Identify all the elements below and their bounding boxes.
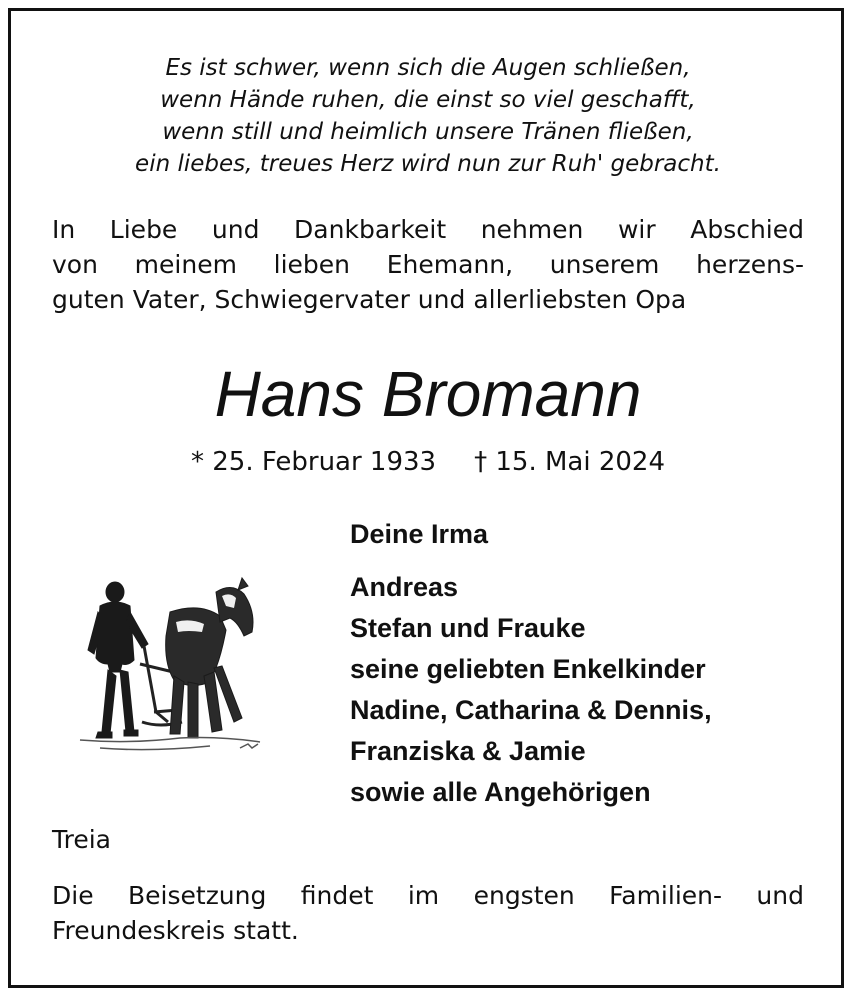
notice-line: Freundeskreis statt. (52, 916, 299, 945)
mourner-line: sowie alle Angehörigen (350, 777, 651, 807)
mourner-line: Nadine, Catharina & Dennis, (350, 695, 712, 725)
place-name: Treia (52, 825, 111, 854)
mourner-line: seine geliebten Enkelkinder (350, 654, 706, 684)
intro-line: In Liebe und Dankbarkeit nehmen wir Abschied (52, 215, 804, 244)
birth-date: * 25. Februar 1933 (190, 447, 437, 477)
poem-line: Es ist schwer, wenn sich die Augen schließen, (165, 55, 691, 81)
mourner-line: Franziska & Jamie (350, 736, 586, 766)
mourner-line: Andreas (350, 572, 459, 602)
life-dates (0, 444, 856, 480)
memorial-poem (0, 52, 856, 180)
poem-line: ein liebes, treues Herz wird nun zur Ruh' gebracht. (135, 151, 721, 177)
burial-notice (52, 878, 804, 948)
notice-line: Die Beisetzung findet im engsten Familien- und (52, 881, 804, 910)
intro-line: von meinem lieben Ehemann, unserem herzens- (52, 250, 804, 279)
poem-line: wenn still und heimlich unsere Tränen fließen, (162, 119, 694, 145)
farmer-ploughing-with-horse-sketch-icon (70, 572, 270, 762)
mourners-list (350, 514, 712, 813)
deceased-name: Hans Bromann (214, 358, 642, 430)
death-date: † 15. Mai 2024 (474, 447, 666, 477)
mourner-spouse: Deine Irma (350, 519, 489, 549)
mourner-line: Stefan und Frauke (350, 613, 586, 643)
farewell-intro (52, 212, 804, 317)
intro-line: guten Vater, Schwiegervater und allerliebsten Opa (52, 285, 687, 314)
poem-line: wenn Hände ruhen, die einst so viel geschafft, (160, 87, 696, 113)
